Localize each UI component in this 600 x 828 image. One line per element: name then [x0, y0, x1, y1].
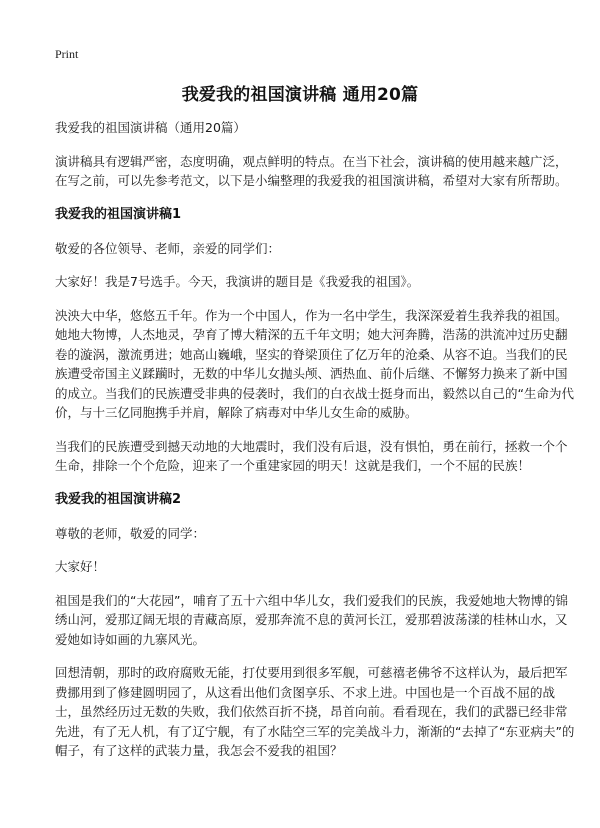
- article-subtitle: 我爱我的祖国演讲稿（通用20篇）: [55, 120, 246, 135]
- section-1-paragraph: 敬爱的各位领导、老师，亲爱的同学们：: [55, 240, 281, 256]
- section-2-paragraph: 祖国是我们的“大花园”，哺育了五十六组中华儿女，我们爱我们的民族，我爱她地大物博的锦绣山河，爱那辽阔无垠的青藏高原，爱那奔流不息的黄河长江，爱那碧波荡漾的桂林山水，又爱她如诗如画的九寨风光。: [55, 592, 568, 647]
- section-heading-1: 我爱我的祖国演讲稿1: [55, 206, 182, 222]
- section-2-paragraph: 尊敬的老师，敬爱的同学：: [55, 525, 206, 541]
- section-2-paragraph: 大家好！: [55, 559, 106, 574]
- print-link[interactable]: Print: [55, 47, 79, 61]
- section-1-paragraph: 泱泱大中华，悠悠五千年。作为一个中国人，作为一名中学生，我深深爱着生我养我的祖国。她地大物博，人杰地灵，孕育了博大精深的五千年文明；她大河奔腾，浩荡的洪流冲过历史翻卷的漩涡，激流勇进；她高山巍峨，坚实的脊梁顶住了亿万年的沧桑、从容不迫。当我们的民族遭受帝国主义蹂躏时，无数的中华儿女抛头颅、洒热血、前仆后继、不懈努力换来了新中国的成立。当我们的民族遭受非典的侵袭时，我们的白衣战士挺身而出，毅然以自己的“生命为代价，与十三亿同胞携手并肩，解除了病毒对中华儿女生命的威胁。: [55, 307, 574, 420]
- article-intro: 演讲稿具有逻辑严密，态度明确，观点鲜明的特点。在当下社会，演讲稿的使用越来越广泛，在写之前，可以先参考范文，以下是小编整理的我爱我的祖国演讲稿，希望对大家有所帮助。: [55, 153, 568, 188]
- page-title: 我爱我的祖国演讲稿 通用20篇: [181, 85, 419, 105]
- section-1-paragraph: 大家好！我是7号选手。今天，我演讲的题目是《我爱我的祖国》。: [55, 274, 420, 289]
- article-body: [55, 118, 575, 775]
- section-heading-2: 我爱我的祖国演讲稿2: [55, 491, 182, 507]
- section-2-paragraph: 回想清朝，那时的政府腐败无能，打仗要用到很多军舰，可慈禧老佛爷不这样认为，最后把军费挪用到了修建圆明园了，从这看出他们贪图享乐、不求上进。中国也是一个百战不屈的战士，虽然经历过无数的失败，我们依然百折不挠，昂首向前。看看现在，我们的武器已经非常先进，有了无人机，有了辽宁舰，有了水陆空三军的完美战斗力，渐渐的“去掉了“东亚病夫”的帽子，有了这样的武装力量，我怎会不爱我的祖国？: [55, 665, 575, 758]
- section-1-paragraph: 当我们的民族遭受到撼天动地的大地震时，我们没有后退，没有惧怕，勇在前行，拯救一个个生命，排除一个个危险，迎来了一个重建家园的明天！这就是我们，一个不屈的民族！: [55, 438, 568, 473]
